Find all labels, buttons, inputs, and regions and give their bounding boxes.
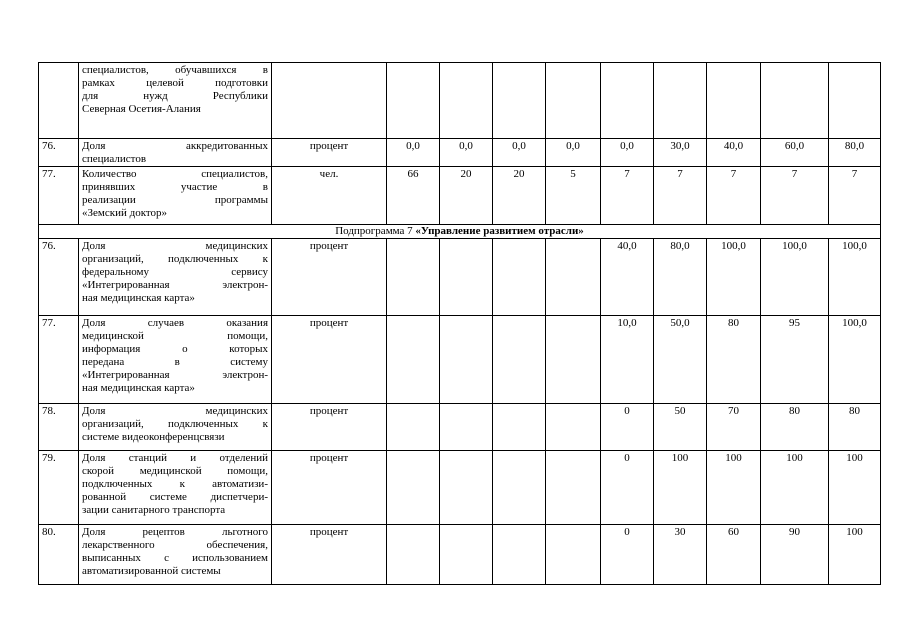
value-cell (546, 63, 601, 139)
indicator-name-line: Доля случаев оказания (82, 317, 268, 329)
value-cell (654, 63, 707, 139)
value-cell: 7 (707, 167, 761, 225)
indicator-name-line: реализации программы (82, 194, 268, 206)
value-cell (387, 404, 440, 451)
value-cell: 70 (707, 404, 761, 451)
value-cell: 0 (601, 451, 654, 525)
value-cell (387, 239, 440, 316)
value-cell: 30,0 (654, 139, 707, 167)
value-cell (493, 404, 546, 451)
value-cell: 100,0 (707, 239, 761, 316)
indicator-name (79, 451, 272, 525)
value-cell (493, 63, 546, 139)
value-cell: 80,0 (654, 239, 707, 316)
indicator-name-line: Доля медицинских (82, 240, 268, 252)
value-cell: 7 (601, 167, 654, 225)
indicator-name-line: специалистов (82, 153, 147, 165)
indicator-name (79, 63, 272, 139)
indicator-name-line: скорой медицинской помощи, (82, 465, 268, 477)
value-cell: 100,0 (761, 239, 829, 316)
value-cell: 80,0 (829, 139, 881, 167)
unit-of-measure: процент (272, 316, 387, 404)
indicator-name-line: медицинской помощи, (82, 330, 268, 342)
indicator-name-line: для нужд Республики (82, 90, 268, 102)
indicator-name-line: принявших участие в (82, 181, 268, 193)
indicator-name (79, 316, 272, 404)
table-row (39, 63, 881, 139)
subprogram-heading-prefix: Подпрограмма 7 (335, 225, 416, 237)
value-cell (440, 404, 493, 451)
table-row (39, 525, 881, 585)
value-cell: 80 (707, 316, 761, 404)
indicator-name-line: рованной системе диспетчери- (82, 491, 268, 503)
indicator-name-line: автоматизированной системы (82, 565, 221, 577)
value-cell: 80 (761, 404, 829, 451)
value-cell: 100,0 (829, 239, 881, 316)
unit-of-measure: процент (272, 404, 387, 451)
value-cell (829, 63, 881, 139)
value-cell: 0,0 (440, 139, 493, 167)
subprogram-heading-row (39, 225, 881, 239)
indicator-name-line: «Земский доктор» (82, 207, 168, 219)
table-row (39, 404, 881, 451)
value-cell: 50 (654, 404, 707, 451)
indicator-name-line: организаций, подключенных к (82, 418, 268, 430)
value-cell: 7 (761, 167, 829, 225)
value-cell: 100 (829, 451, 881, 525)
value-cell: 50,0 (654, 316, 707, 404)
value-cell: 0,0 (601, 139, 654, 167)
indicator-name-line: передана в систему (82, 356, 268, 368)
table-body (39, 63, 881, 585)
unit-of-measure (272, 63, 387, 139)
value-cell: 66 (387, 167, 440, 225)
value-cell: 30 (654, 525, 707, 585)
value-cell (440, 525, 493, 585)
value-cell: 100,0 (829, 316, 881, 404)
value-cell (493, 239, 546, 316)
value-cell (387, 316, 440, 404)
value-cell (546, 525, 601, 585)
indicator-name-line: системе видеоконференцсвязи (82, 431, 225, 443)
value-cell (387, 451, 440, 525)
indicator-name (79, 525, 272, 585)
indicators-table (38, 62, 881, 585)
indicator-name-line: специалистов, обучавшихся в (82, 64, 268, 76)
row-number: 76. (39, 239, 79, 316)
indicator-name-line: Доля станций и отделений (82, 452, 268, 464)
value-cell (493, 525, 546, 585)
subprogram-heading-title: «Управление развитием отрасли» (415, 225, 584, 237)
value-cell (493, 316, 546, 404)
table-row (39, 139, 881, 167)
indicator-name-line: ная медицинская карта» (82, 382, 195, 394)
value-cell: 0 (601, 404, 654, 451)
value-cell (440, 451, 493, 525)
value-cell: 60 (707, 525, 761, 585)
value-cell (493, 451, 546, 525)
indicator-name (79, 167, 272, 225)
unit-of-measure: процент (272, 239, 387, 316)
row-number: 80. (39, 525, 79, 585)
indicator-name-line: Доля рецептов льготного (82, 526, 268, 538)
indicator-name-line: Количество специалистов, (82, 168, 268, 180)
indicator-name-line: Доля медицинских (82, 405, 268, 417)
indicator-name-line: Доля аккредитованных (82, 140, 268, 152)
value-cell: 40,0 (707, 139, 761, 167)
value-cell: 90 (761, 525, 829, 585)
value-cell (387, 525, 440, 585)
indicator-name-line: лекарственного обеспечения, (82, 539, 268, 551)
row-number: 76. (39, 139, 79, 167)
unit-of-measure: процент (272, 451, 387, 525)
value-cell (546, 404, 601, 451)
row-number: 79. (39, 451, 79, 525)
value-cell (707, 63, 761, 139)
value-cell: 100 (761, 451, 829, 525)
indicator-name (79, 239, 272, 316)
indicator-name-line: информация о которых (82, 343, 268, 355)
value-cell: 60,0 (761, 139, 829, 167)
row-number: 77. (39, 316, 79, 404)
indicator-name-line: «Интегрированная электрон- (82, 279, 268, 291)
value-cell: 10,0 (601, 316, 654, 404)
indicator-name-line: «Интегрированная электрон- (82, 369, 268, 381)
value-cell (440, 239, 493, 316)
row-number (39, 63, 79, 139)
indicator-name-line: Северная Осетия-Алания (82, 103, 201, 115)
value-cell (546, 239, 601, 316)
row-number: 78. (39, 404, 79, 451)
unit-of-measure: процент (272, 139, 387, 167)
indicator-name (79, 139, 272, 167)
indicator-name-line: федеральному сервису (82, 266, 268, 278)
value-cell: 7 (829, 167, 881, 225)
indicator-name-line: организаций, подключенных к (82, 253, 268, 265)
value-cell (387, 63, 440, 139)
value-cell (601, 63, 654, 139)
indicator-name-line: рамках целевой подготовки (82, 77, 268, 89)
table-row (39, 316, 881, 404)
value-cell: 0,0 (387, 139, 440, 167)
indicator-name-line: зации санитарного транспорта (82, 504, 226, 516)
value-cell (440, 316, 493, 404)
value-cell: 80 (829, 404, 881, 451)
value-cell: 40,0 (601, 239, 654, 316)
value-cell (440, 63, 493, 139)
value-cell: 20 (440, 167, 493, 225)
unit-of-measure: процент (272, 525, 387, 585)
indicator-name-line: выписанных с использованием (82, 552, 268, 564)
value-cell (761, 63, 829, 139)
value-cell: 100 (654, 451, 707, 525)
indicator-name-line: ная медицинская карта» (82, 292, 195, 304)
table-row (39, 239, 881, 316)
indicator-name (79, 404, 272, 451)
value-cell: 100 (829, 525, 881, 585)
value-cell (546, 316, 601, 404)
value-cell: 7 (654, 167, 707, 225)
value-cell: 100 (707, 451, 761, 525)
value-cell (546, 451, 601, 525)
row-number: 77. (39, 167, 79, 225)
value-cell: 95 (761, 316, 829, 404)
table-row (39, 167, 881, 225)
value-cell: 0 (601, 525, 654, 585)
value-cell: 20 (493, 167, 546, 225)
value-cell: 0,0 (493, 139, 546, 167)
indicator-name-line: подключенных к автоматизи- (82, 478, 268, 490)
table-row (39, 451, 881, 525)
value-cell: 0,0 (546, 139, 601, 167)
subprogram-heading (39, 225, 881, 239)
value-cell: 5 (546, 167, 601, 225)
unit-of-measure: чел. (272, 167, 387, 225)
